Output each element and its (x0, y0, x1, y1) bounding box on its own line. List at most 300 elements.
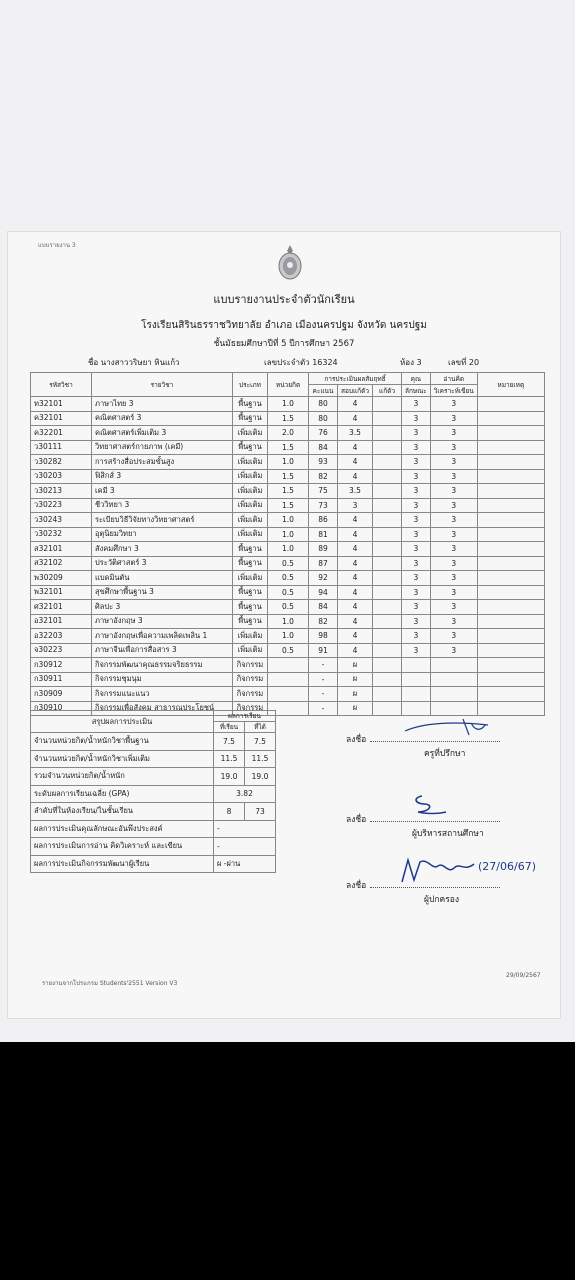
col-remark: หมายเหตุ (477, 373, 544, 397)
cell-code: พ32101 (31, 585, 92, 600)
cell-grade: 4 (338, 527, 373, 542)
gpa-value: 3.82 (214, 785, 276, 803)
cell-score: 84 (309, 600, 338, 615)
cell-remark (477, 585, 544, 600)
cell-score: 87 (309, 556, 338, 571)
cell-quality: 3 (402, 629, 431, 644)
cell-repeat (373, 411, 402, 426)
cell-score: - (309, 701, 338, 716)
cell-quality: 3 (402, 397, 431, 412)
cell-repeat (373, 426, 402, 441)
cell-reading: 3 (430, 469, 477, 484)
cell-reading: 3 (430, 585, 477, 600)
col-repeat: แก้ตัว (373, 385, 402, 397)
cell-reading: 3 (430, 484, 477, 499)
cell-code: ก30912 (31, 658, 92, 673)
cell-quality: 3 (402, 585, 431, 600)
col-credit: หน่วยกิต (268, 373, 309, 397)
cell-type: เพิ่มเติม (233, 426, 268, 441)
cell-score: 89 (309, 542, 338, 557)
table-row (31, 643, 545, 658)
cell-quality (402, 701, 431, 716)
cell-quality: 3 (402, 527, 431, 542)
cell-type: เพิ่มเติม (233, 527, 268, 542)
cell-score: 73 (309, 498, 338, 513)
col-eval-group: การประเมินผลสัมฤทธิ์ (309, 373, 402, 385)
cell-code: อ32203 (31, 629, 92, 644)
cell-code: ก30910 (31, 701, 92, 716)
cell-quality (402, 672, 431, 687)
cell-grade: 4 (338, 411, 373, 426)
cell-code: ว30203 (31, 469, 92, 484)
cell-type: เพิ่มเติม (233, 643, 268, 658)
cell-remark (477, 440, 544, 455)
cell-subject: แบดมินตัน (92, 571, 233, 586)
cell-grade: 3.5 (338, 426, 373, 441)
cell-subject: ศิลปะ 3 (92, 600, 233, 615)
parent-date-note: (27/06/67) (478, 860, 536, 873)
table-row (31, 687, 545, 702)
cell-credit: 1.5 (268, 440, 309, 455)
cell-remark (477, 498, 544, 513)
cell-repeat (373, 600, 402, 615)
cell-grade: 3 (338, 498, 373, 513)
col-quality-top: คุณ (402, 373, 431, 385)
cell-reading: 3 (430, 600, 477, 615)
level-line: ชั้นมัธยมศึกษาปีที่ 5 ปีการศึกษา 2567 (213, 339, 355, 349)
cell-quality: 3 (402, 556, 431, 571)
activity-label: ผลการประเมินกิจกรรมพัฒนาผู้เรียน (31, 855, 214, 873)
col-quality-bottom: ลักษณะ (402, 385, 431, 397)
cell-reading (430, 672, 477, 687)
cell-reading: 3 (430, 455, 477, 470)
form-tag: แบบรายงาน 3 (38, 242, 76, 249)
cell-credit: 1.0 (268, 629, 309, 644)
parent-sign-label: ลงชื่อ (346, 881, 367, 891)
cell-repeat (373, 469, 402, 484)
footer-program: รายงานจากโปรแกรม Students'2551 Version V3 (42, 980, 178, 987)
cell-repeat (373, 440, 402, 455)
cell-quality: 3 (402, 600, 431, 615)
cell-credit: 1.5 (268, 411, 309, 426)
cell-score: 76 (309, 426, 338, 441)
student-id: เลขประจำตัว 16324 (264, 358, 338, 367)
cell-credit: 1.0 (268, 397, 309, 412)
cell-subject: ภาษาไทย 3 (92, 397, 233, 412)
director-title: ผู้บริหารสถานศึกษา (412, 829, 484, 839)
credits-total-label: รวมจำนวนหน่วยกิต/น้ำหนัก (31, 768, 214, 786)
cell-remark (477, 542, 544, 557)
cell-repeat (373, 571, 402, 586)
cell-quality: 3 (402, 513, 431, 528)
activity-value: ผ -ผ่าน (214, 855, 276, 873)
cell-quality: 3 (402, 614, 431, 629)
col-retest: สอบแก้ตัว (338, 385, 373, 397)
cell-remark (477, 600, 544, 615)
cell-remark (477, 513, 544, 528)
cell-score: 80 (309, 397, 338, 412)
cell-remark (477, 426, 544, 441)
credits-total-got: 19.0 (245, 768, 276, 786)
credits-extra-label: จำนวนหน่วยกิต/น้ำหนักวิชาเพิ่มเติม (31, 750, 214, 768)
cell-code: ว30223 (31, 498, 92, 513)
cell-subject: วิทยาศาสตร์กายภาพ (เคมี) (92, 440, 233, 455)
cell-repeat (373, 585, 402, 600)
cell-repeat (373, 527, 402, 542)
cell-grade: 4 (338, 513, 373, 528)
cell-subject: ภาษาอังกฤษเพื่อความเพลิดเพลิน 1 (92, 629, 233, 644)
table-row (31, 426, 545, 441)
cell-grade: 4 (338, 614, 373, 629)
cell-reading (430, 658, 477, 673)
cell-reading: 3 (430, 411, 477, 426)
cell-score: 82 (309, 614, 338, 629)
cell-type: กิจกรรม (233, 658, 268, 673)
cell-quality: 3 (402, 426, 431, 441)
cell-score: 84 (309, 440, 338, 455)
cell-type: พื้นฐาน (233, 440, 268, 455)
cell-reading: 3 (430, 614, 477, 629)
cell-type: กิจกรรม (233, 672, 268, 687)
cell-credit: 1.5 (268, 469, 309, 484)
parent-signature-icon (398, 856, 478, 886)
cell-reading: 3 (430, 571, 477, 586)
cell-remark (477, 629, 544, 644)
cell-repeat (373, 643, 402, 658)
cell-code: พ30209 (31, 571, 92, 586)
cell-score: 91 (309, 643, 338, 658)
cell-grade: 4 (338, 469, 373, 484)
cell-type: พื้นฐาน (233, 411, 268, 426)
credits-total-study: 19.0 (214, 768, 245, 786)
cell-grade: ผ (338, 672, 373, 687)
cell-type: เพิ่มเติม (233, 455, 268, 470)
cell-remark (477, 484, 544, 499)
cell-subject: อุตุนิยมวิทยา (92, 527, 233, 542)
cell-grade: 4 (338, 440, 373, 455)
cell-code: ส32102 (31, 556, 92, 571)
cell-remark (477, 571, 544, 586)
table-row (31, 614, 545, 629)
col-subject: รายวิชา (92, 373, 233, 397)
table-row (31, 600, 545, 615)
student-number: เลขที่ 20 (448, 358, 480, 367)
cell-repeat (373, 629, 402, 644)
table-row (31, 585, 545, 600)
cell-type: พื้นฐาน (233, 556, 268, 571)
col-type: ประเภท (233, 373, 268, 397)
credits-extra-study: 11.5 (214, 750, 245, 768)
cell-reading: 3 (430, 498, 477, 513)
cell-reading: 3 (430, 542, 477, 557)
cell-quality: 3 (402, 498, 431, 513)
cell-subject: ภาษาจีนเพื่อการสื่อสาร 3 (92, 643, 233, 658)
quality-label: ผลการประเมินคุณลักษณะอันพึงประสงค์ (31, 820, 214, 838)
cell-repeat (373, 513, 402, 528)
cell-credit: 0.5 (268, 556, 309, 571)
table-row (31, 658, 545, 673)
cell-credit (268, 687, 309, 702)
cell-reading: 3 (430, 513, 477, 528)
director-sign-label: ลงชื่อ (346, 815, 367, 825)
cell-remark (477, 556, 544, 571)
reading-label: ผลการประเมินการอ่าน คิดวิเคราะห์ และเขียน (31, 838, 214, 856)
cell-code: ค32101 (31, 411, 92, 426)
cell-type: เพิ่มเติม (233, 571, 268, 586)
cell-type: กิจกรรม (233, 701, 268, 716)
cell-code: ว30111 (31, 440, 92, 455)
report-title: แบบรายงานประจำตัวนักเรียน (213, 293, 355, 306)
cell-type: กิจกรรม (233, 687, 268, 702)
cell-score: 94 (309, 585, 338, 600)
cell-credit (268, 658, 309, 673)
cell-score: 92 (309, 571, 338, 586)
cell-subject: กิจกรรมชุมนุม (92, 672, 233, 687)
cell-type: พื้นฐาน (233, 542, 268, 557)
cell-grade: 4 (338, 571, 373, 586)
credits-basic-study: 7.5 (214, 733, 245, 751)
cell-credit: 1.5 (268, 484, 309, 499)
cell-remark (477, 643, 544, 658)
cell-score: - (309, 672, 338, 687)
cell-quality: 3 (402, 411, 431, 426)
cell-grade: 4 (338, 585, 373, 600)
cell-grade: ผ (338, 701, 373, 716)
cell-reading: 3 (430, 556, 477, 571)
table-row (31, 629, 545, 644)
cell-code: จ30223 (31, 643, 92, 658)
cell-grade: ผ (338, 687, 373, 702)
school-line: โรงเรียนสิรินธรราชวิทยาลัย อำเภอ เมืองนครปฐม จังหวัด นครปฐม (141, 320, 427, 331)
cell-credit: 0.5 (268, 571, 309, 586)
cell-repeat (373, 556, 402, 571)
table-row (31, 542, 545, 557)
cell-repeat (373, 397, 402, 412)
cell-score: 75 (309, 484, 338, 499)
cell-subject: การสร้างสื่อประสมขั้นสูง (92, 455, 233, 470)
cell-remark (477, 527, 544, 542)
col-code: รหัสวิชา (31, 373, 92, 397)
cell-subject: ภาษาอังกฤษ 3 (92, 614, 233, 629)
rank-label: ลำดับที่ในห้องเรียน/ในชั้นเรียน (31, 803, 214, 821)
cell-quality: 3 (402, 542, 431, 557)
room: ห้อง 3 (400, 358, 422, 367)
cell-repeat (373, 542, 402, 557)
grades-table (30, 372, 545, 716)
cell-repeat (373, 658, 402, 673)
cell-reading (430, 687, 477, 702)
cell-grade: 4 (338, 542, 373, 557)
cell-code: ว30213 (31, 484, 92, 499)
cell-code: ท32101 (31, 397, 92, 412)
summary-table (30, 710, 276, 873)
summary-col-study: ที่เรียน (214, 722, 245, 733)
cell-repeat (373, 701, 402, 716)
gpa-label: ระดับผลการเรียนเฉลี่ย (GPA) (31, 785, 214, 803)
cell-subject: กิจกรรมเพื่อสังคม สาธารณประโยชน์ (92, 701, 233, 716)
cell-remark (477, 614, 544, 629)
cell-remark (477, 455, 544, 470)
cell-subject: ชีววิทยา 3 (92, 498, 233, 513)
cell-type: เพิ่มเติม (233, 629, 268, 644)
credits-extra-got: 11.5 (245, 750, 276, 768)
cell-reading: 3 (430, 426, 477, 441)
cell-grade: 4 (338, 397, 373, 412)
cell-grade: 4 (338, 455, 373, 470)
cell-reading: 3 (430, 629, 477, 644)
reading-value: - (214, 838, 276, 856)
cell-reading: 3 (430, 643, 477, 658)
cell-repeat (373, 455, 402, 470)
summary-result-head: ผลการเรียน (214, 711, 276, 722)
cell-score: 86 (309, 513, 338, 528)
cell-type: เพิ่มเติม (233, 484, 268, 499)
summary-title: สรุปผลการประเมิน (31, 711, 214, 733)
cell-remark (477, 411, 544, 426)
cell-reading: 3 (430, 527, 477, 542)
cell-code: ว30282 (31, 455, 92, 470)
cell-code: ก30909 (31, 687, 92, 702)
cell-grade: 4 (338, 629, 373, 644)
cell-grade: 4 (338, 600, 373, 615)
advisor-signature-icon (403, 717, 523, 739)
cell-score: - (309, 658, 338, 673)
parent-title: ผู้ปกครอง (424, 895, 460, 905)
cell-code: ว30232 (31, 527, 92, 542)
cell-credit: 1.0 (268, 513, 309, 528)
cell-repeat (373, 687, 402, 702)
cell-quality: 3 (402, 469, 431, 484)
cell-subject: สุขศึกษาพื้นฐาน 3 (92, 585, 233, 600)
cell-grade: 4 (338, 643, 373, 658)
cell-credit: 1.0 (268, 455, 309, 470)
cell-subject: คณิตศาสตร์ 3 (92, 411, 233, 426)
cell-code: ก30911 (31, 672, 92, 687)
cell-credit: 0.5 (268, 643, 309, 658)
credits-basic-got: 7.5 (245, 733, 276, 751)
cell-remark (477, 397, 544, 412)
cell-quality: 3 (402, 484, 431, 499)
cell-quality: 3 (402, 455, 431, 470)
cell-credit: 0.5 (268, 585, 309, 600)
col-read-bottom: วิเคราะห์เขียน (430, 385, 477, 397)
director-signature-icon (410, 792, 450, 818)
cell-grade: 4 (338, 556, 373, 571)
table-row (31, 397, 545, 412)
report-sheet (8, 232, 560, 1018)
cell-code: อ32101 (31, 614, 92, 629)
cell-type: พื้นฐาน (233, 585, 268, 600)
student-name: ชื่อ นางสาววริษยา หินแก้ว (88, 358, 180, 367)
credits-basic-label: จำนวนหน่วยกิต/น้ำหนักวิชาพื้นฐาน (31, 733, 214, 751)
table-row (31, 440, 545, 455)
cell-subject: ฟิสิกส์ 3 (92, 469, 233, 484)
rank-room: 8 (214, 803, 245, 821)
rank-class: 73 (245, 803, 276, 821)
table-row (31, 527, 545, 542)
cell-type: พื้นฐาน (233, 614, 268, 629)
cell-remark (477, 701, 544, 716)
cell-quality: 3 (402, 440, 431, 455)
cell-subject: สังคมศึกษา 3 (92, 542, 233, 557)
col-read-top: อ่านคิด (430, 373, 477, 385)
cell-credit: 1.0 (268, 527, 309, 542)
cell-credit: 0.5 (268, 600, 309, 615)
cell-credit: 2.0 (268, 426, 309, 441)
table-row (31, 498, 545, 513)
cell-remark (477, 672, 544, 687)
cell-remark (477, 469, 544, 484)
advisor-sign-label: ลงชื่อ (346, 735, 367, 745)
cell-type: พื้นฐาน (233, 397, 268, 412)
cell-subject: กิจกรรมพัฒนาคุณธรรมจริยธรรม (92, 658, 233, 673)
cell-subject: กิจกรรมแนะแนว (92, 687, 233, 702)
table-row (31, 571, 545, 586)
cell-repeat (373, 484, 402, 499)
cell-score: 82 (309, 469, 338, 484)
cell-credit: 1.0 (268, 614, 309, 629)
summary-col-got: ที่ได้ (245, 722, 276, 733)
cell-score: - (309, 687, 338, 702)
cell-grade: 3.5 (338, 484, 373, 499)
cell-type: พื้นฐาน (233, 600, 268, 615)
cell-repeat (373, 614, 402, 629)
cell-subject: ประวัติศาสตร์ 3 (92, 556, 233, 571)
cell-subject: ระเบียบวิธีวิจัยทางวิทยาศาสตร์ (92, 513, 233, 528)
cell-code: ส32101 (31, 542, 92, 557)
school-emblem-icon (276, 244, 304, 280)
cell-type: เพิ่มเติม (233, 469, 268, 484)
cell-remark (477, 687, 544, 702)
cell-quality (402, 658, 431, 673)
cell-subject: เคมี 3 (92, 484, 233, 499)
quality-value: - (214, 820, 276, 838)
cell-code: ศ32101 (31, 600, 92, 615)
cell-score: 93 (309, 455, 338, 470)
cell-code: ว30243 (31, 513, 92, 528)
cell-quality: 3 (402, 571, 431, 586)
table-row (31, 469, 545, 484)
cell-credit: 1.5 (268, 498, 309, 513)
footer-date: 29/09/2567 (506, 972, 541, 979)
cell-credit: 1.0 (268, 542, 309, 557)
cell-type: เพิ่มเติม (233, 513, 268, 528)
cell-credit (268, 672, 309, 687)
cell-quality: 3 (402, 643, 431, 658)
cell-code: ค32201 (31, 426, 92, 441)
table-row (31, 411, 545, 426)
table-row (31, 672, 545, 687)
table-row (31, 484, 545, 499)
col-normal: คะแนน (309, 385, 338, 397)
cell-subject: คณิตศาสตร์เพิ่มเติม 3 (92, 426, 233, 441)
cell-reading (430, 701, 477, 716)
cell-reading: 3 (430, 440, 477, 455)
advisor-title: ครูที่ปรึกษา (424, 749, 466, 759)
cell-repeat (373, 672, 402, 687)
cell-quality (402, 687, 431, 702)
cell-remark (477, 658, 544, 673)
cell-score: 80 (309, 411, 338, 426)
cell-type: เพิ่มเติม (233, 498, 268, 513)
table-row (31, 556, 545, 571)
cell-repeat (373, 498, 402, 513)
cell-grade: ผ (338, 658, 373, 673)
cell-reading: 3 (430, 397, 477, 412)
table-row (31, 455, 545, 470)
table-row (31, 513, 545, 528)
cell-score: 81 (309, 527, 338, 542)
